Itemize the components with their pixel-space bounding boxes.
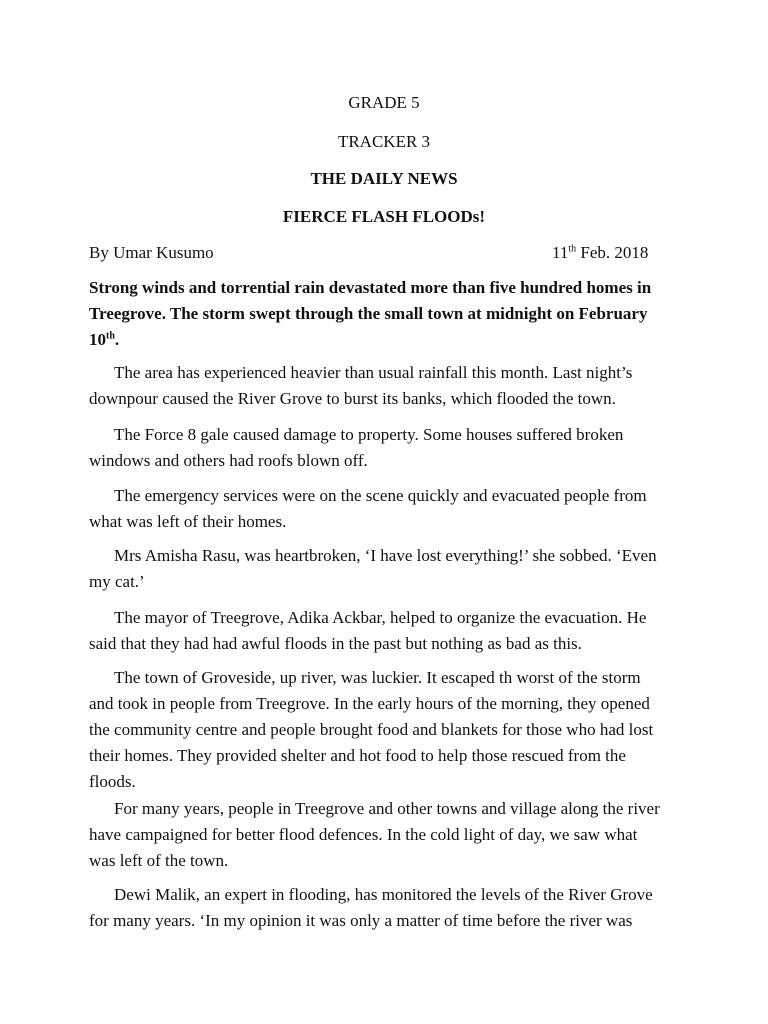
paragraph-line: The mayor of Treegrove, Adika Ackbar, helped to organize the evacuation. He (114, 608, 647, 627)
paragraph-line: Mrs Amisha Rasu, was heartbroken, ‘I have lost everything!’ she sobbed. ‘Even (114, 546, 657, 565)
body-paragraph (89, 882, 689, 934)
paragraph-line: was left of the town. (89, 851, 229, 870)
paragraph-line: and took in people from Treegrove. In the early hours of the morning, they opened (89, 694, 650, 713)
lead-line: Treegrove. The storm swept through the small town at midnight on February (89, 304, 648, 323)
lead-line: 10th. (89, 330, 120, 349)
paragraph-line: The Force 8 gale caused damage to property. Some houses suffered broken (114, 425, 624, 444)
body-paragraph (89, 796, 689, 874)
date-rest: Feb. 2018 (576, 243, 649, 262)
lead-paragraph (89, 275, 689, 353)
date-day: 11 (552, 243, 569, 262)
body-paragraph (89, 665, 689, 795)
paragraph-line: the community centre and people brought food and blankets for those who had lost (89, 720, 654, 739)
tracker-heading: TRACKER 3 (337, 132, 431, 151)
body-paragraph (89, 483, 689, 535)
byline-date (552, 240, 648, 266)
body-paragraph (89, 422, 689, 474)
byline-author: By Umar Kusumo (89, 243, 214, 262)
newspaper-title: THE DAILY NEWS (310, 169, 458, 188)
paragraph-line: windows and others had roofs blown off. (89, 451, 368, 470)
paragraph-line: my cat.’ (89, 572, 145, 591)
body-paragraph (89, 360, 689, 412)
paragraph-line: Dewi Malik, an expert in flooding, has monitored the levels of the River Grove (114, 885, 653, 904)
lead-line: Strong winds and torrential rain devastated more than five hundred homes in (89, 278, 652, 297)
paragraph-line: their homes. They provided shelter and hot food to help those rescued from the (89, 746, 626, 765)
paragraph-line: said that they had had awful floods in the past but nothing as bad as this. (89, 634, 582, 653)
article-headline: FIERCE FLASH FLOODs! (282, 207, 486, 226)
paragraph-line: for many years. ‘In my opinion it was only a matter of time before the river was (89, 911, 633, 930)
body-paragraph (89, 605, 689, 657)
paragraph-line: The area has experienced heavier than usual rainfall this month. Last night’s (114, 363, 633, 382)
paragraph-line: what was left of their homes. (89, 512, 287, 531)
paragraph-line: For many years, people in Treegrove and other towns and village along the river (114, 799, 660, 818)
paragraph-line: have campaigned for better flood defences. In the cold light of day, we saw what (89, 825, 638, 844)
date-suffix: th (568, 243, 577, 255)
paragraph-line: The emergency services were on the scene quickly and evacuated people from (114, 486, 647, 505)
grade-heading: GRADE 5 (348, 93, 420, 112)
body-paragraph (89, 543, 689, 595)
paragraph-line: downpour caused the River Grove to burst its banks, which flooded the town. (89, 389, 616, 408)
paragraph-line: floods. (89, 772, 136, 791)
paragraph-line: The town of Groveside, up river, was luckier. It escaped th worst of the storm (114, 668, 641, 687)
